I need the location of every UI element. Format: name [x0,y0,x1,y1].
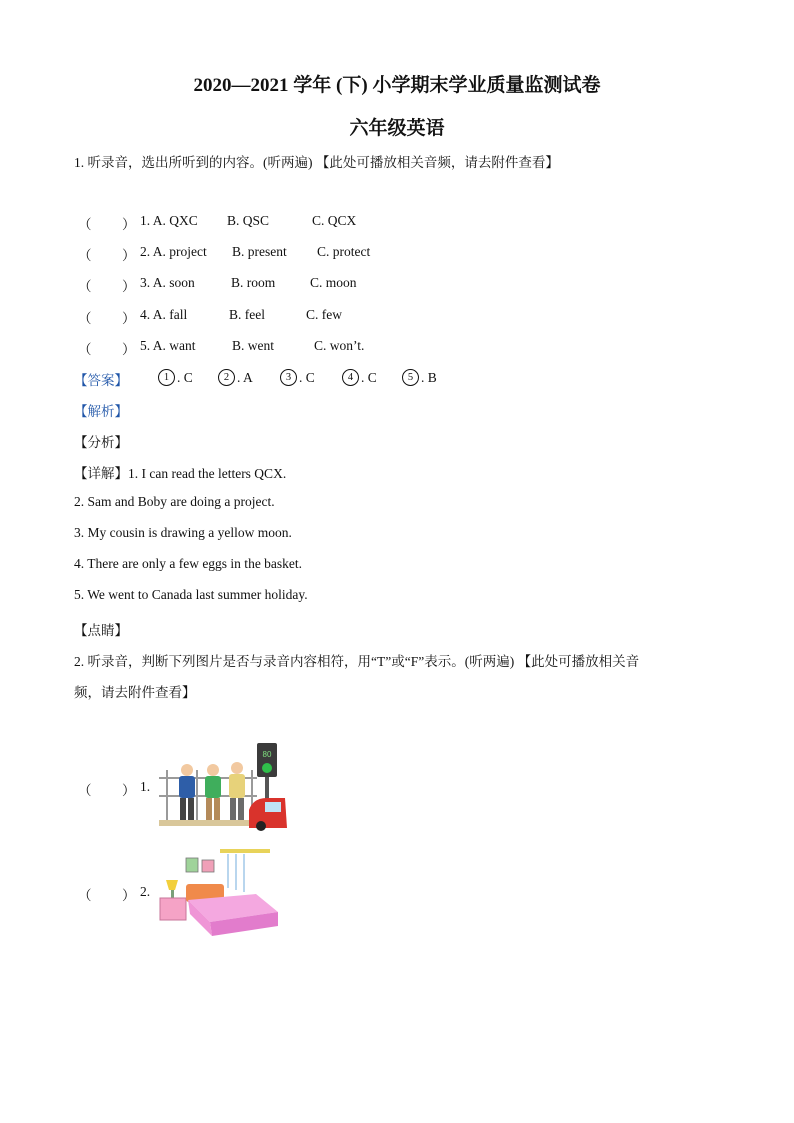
circled-number: 1 [158,369,175,386]
detail-line: 3. My cousin is drawing a yellow moon. [74,525,292,540]
q2-item: （ ） 1. [78,779,151,798]
answer-item: 1 . C [158,369,193,386]
q1-item: （ ） 3. A. soon B. room C. moon [78,275,357,294]
answer-label: 【答案】 [74,373,128,388]
detail-line: 2. Sam and Boby are doing a project. [74,494,275,509]
bedroom-picture [156,848,282,938]
exam-title: 2020—2021 学年 (下) 小学期末学业质量监测试卷 [193,75,601,96]
circled-number: 3 [280,369,297,386]
answer-item: 5 . B [402,369,437,386]
answer-item: 4 . C [342,369,377,386]
fenxi-label: 【分析】 [74,435,128,450]
answer-row [74,369,474,389]
q1-item: （ ） 2. A. project B. present C. protect [78,244,371,263]
detail-line: 【详解】1. I can read the letters QCX. [74,466,287,481]
detail-line: 5. We went to Canada last summer holiday. [74,587,308,602]
circled-number: 2 [218,369,235,386]
q2-prompt-line1: 2. 听录音，判断下列图片是否与录音内容相符，用“T”或“F”表示。(听两遍) 【此处可播放相关音 [74,654,640,669]
dianjing-label: 【点睛】 [74,623,128,638]
q1-item: （ ） 4. A. fall B. feel C. few [78,307,342,326]
analysis-label: 【解析】 [74,404,128,419]
exam-subtitle: 六年级英语 [349,118,445,139]
traffic-light-number: 80 [262,750,272,759]
children-crossing-street-picture [157,740,289,832]
q2-prompt-line2: 频，请去附件查看】 [74,685,196,700]
answer-item: 3 . C [280,369,315,386]
detail-line: 4. There are only a few eggs in the basket. [74,556,303,571]
q2-item: （ ） 2. [78,884,151,903]
q1-item: （ ） 1. A. QXC B. QSC C. QCX [78,213,357,232]
detail-label: 【详解】 [74,466,128,481]
circled-number: 5 [402,369,419,386]
circled-number: 4 [342,369,359,386]
q1-prompt: 1. 听录音，选出所听到的内容。(听两遍) 【此处可播放相关音频，请去附件查看】 [74,155,559,170]
answer-item: 2 . A [218,369,253,386]
q1-item: （ ） 5. A. want B. went C. won’t. [78,338,365,357]
